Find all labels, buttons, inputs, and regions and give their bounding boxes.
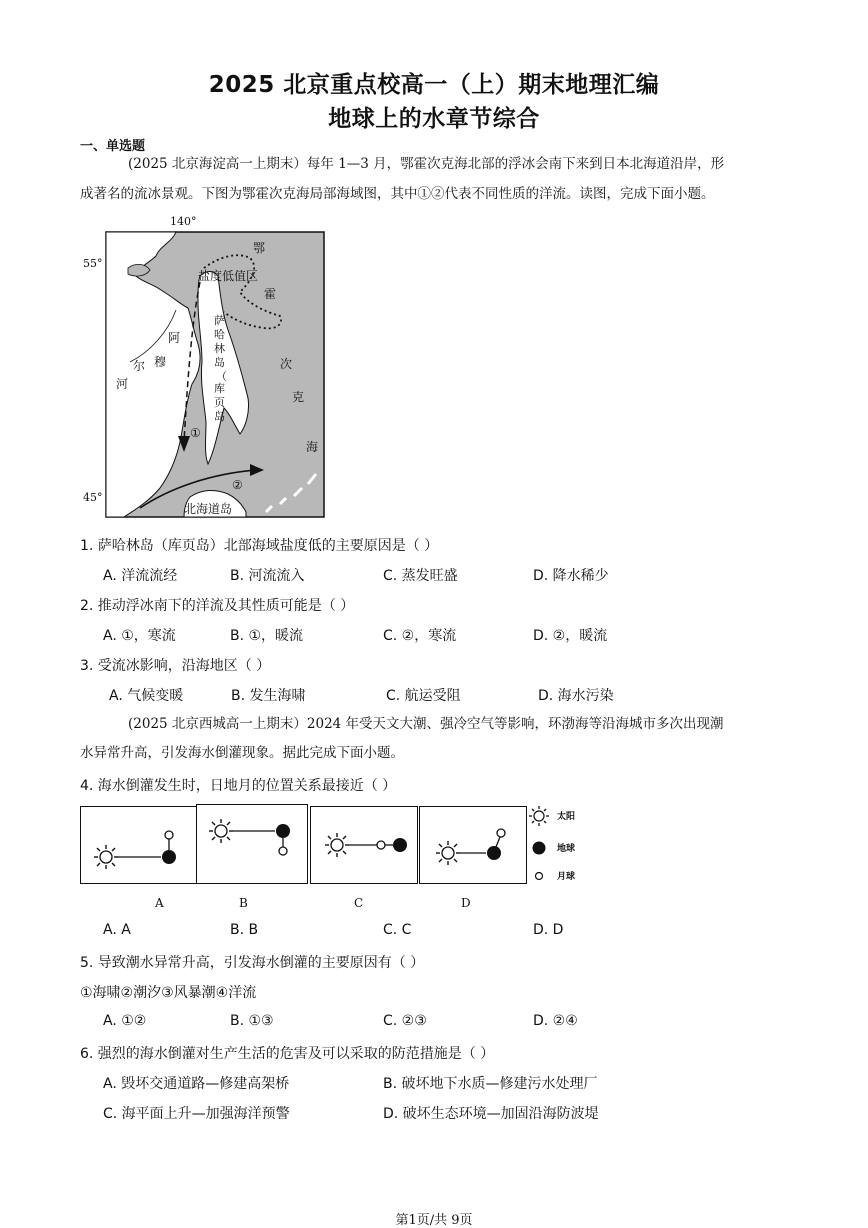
question-6-option-a[interactable]: A. 毁坏交通道路—修建高架桥 [103, 1076, 290, 1092]
legend-earth-label: 地球 [557, 844, 576, 854]
question-6-option-c[interactable]: C. 海平面上升—加强海洋预警 [103, 1106, 290, 1122]
question-3-option-b[interactable]: B. 发生海啸 [231, 688, 306, 704]
legend-moon-icon [536, 873, 543, 880]
earth-icon [487, 846, 501, 860]
diagram-panel-b [196, 804, 308, 884]
map-graphic [80, 212, 340, 520]
sun-icon [436, 841, 460, 865]
question-5-stem: 5. 导致潮水异常升高，引发海水倒灌的主要原因有（ ） [80, 955, 425, 971]
earth-icon [276, 824, 290, 838]
question-2-stem: 2. 推动浮冰南下的洋流及其性质可能是（ ） [80, 598, 355, 614]
moon-icon [377, 841, 385, 849]
island-label-char-1: 萨 [214, 314, 225, 327]
sun-icon [209, 819, 233, 843]
panel-label-c: C [354, 896, 364, 910]
island-label-char-6: 库 [214, 382, 225, 395]
question-5-option-a[interactable]: A. ①② [103, 1013, 147, 1029]
question-2-option-d[interactable]: D. ②，暖流 [533, 628, 608, 644]
moon-icon [165, 831, 173, 839]
low-salinity-label: 盐度低值区 [198, 269, 259, 283]
page-subtitle: 地球上的水章节综合 [328, 106, 540, 132]
question-3-option-c[interactable]: C. 航运受阻 [386, 688, 461, 704]
legend-sun-label: 太阳 [557, 812, 576, 822]
question-1-option-d[interactable]: D. 降水稀少 [533, 568, 609, 584]
latitude-label-bottom: 45° [83, 491, 103, 504]
island-label-char-2: 哈 [214, 328, 225, 341]
intro-paragraph-1-line-2: 成著名的流冰景观。下图为鄂霍次克海局部海域图，其中①②代表不同性质的洋流。读图，完成下面小题。 [80, 186, 715, 202]
question-2-option-c[interactable]: C. ②，寒流 [383, 628, 457, 644]
intro-paragraph-1-line-1: (2025 北京海淀高一上期末）每年 1—3 月，鄂霍次克海北部的浮冰会南下来到日本北海道沿岸，形 [128, 156, 725, 172]
legend-sun-icon [529, 806, 549, 826]
question-5-option-d[interactable]: D. ②④ [533, 1013, 578, 1029]
island-label-char-3: 林 [214, 342, 225, 355]
island-label-char-4: 岛 [214, 356, 225, 369]
sea-label-char-4: 克 [292, 390, 305, 404]
island-label-char-7: 页 [214, 396, 225, 409]
section-heading: 一、单选题 [80, 139, 146, 154]
question-5-subitems: ①海啸②潮汐③风暴潮④洋流 [80, 985, 257, 1001]
question-5-option-b[interactable]: B. ①③ [230, 1013, 274, 1029]
latitude-label-top: 55° [83, 257, 103, 270]
island-label-char-5: （ [216, 370, 227, 383]
river-label-char-4: 河 [116, 377, 129, 391]
question-1-option-b[interactable]: B. 河流流入 [230, 568, 305, 584]
question-6-stem: 6. 强烈的海水倒灌对生产生活的危害及可以采取的防范措施是（ ） [80, 1046, 495, 1062]
earth-icon [393, 838, 407, 852]
sea-label-char-5: 海 [306, 440, 319, 454]
question-2-option-b[interactable]: B. ①，暖流 [230, 628, 304, 644]
page-number: 第1页/共 9页 [395, 1213, 473, 1228]
question-4-option-c[interactable]: C. C [383, 922, 412, 938]
sea-label-char-3: 次 [280, 357, 293, 371]
panel-label-a: A [155, 896, 164, 910]
sea-label-char-1: 鄂 [253, 241, 266, 255]
question-4-option-d[interactable]: D. D [533, 922, 564, 938]
longitude-label: 140° [170, 215, 197, 228]
river-label-char-2: 穆 [154, 355, 167, 369]
question-3-option-d[interactable]: D. 海水污染 [538, 688, 614, 704]
legend-moon-label: 月球 [557, 872, 576, 882]
sun-icon [325, 833, 349, 857]
question-4-option-b[interactable]: B. B [230, 922, 259, 938]
diagram-legend [527, 804, 587, 886]
hokkaido-label: 北海道岛 [184, 502, 233, 516]
diagram-panel-c [310, 806, 418, 884]
river-label-char-3: 尔 [133, 359, 146, 373]
question-5-option-c[interactable]: C. ②③ [383, 1013, 427, 1029]
question-3-option-a[interactable]: A. 气候变暖 [109, 688, 184, 704]
earth-icon [162, 850, 176, 864]
moon-icon [497, 829, 505, 837]
panel-label-b: B [239, 896, 248, 910]
current-1-label: ① [190, 426, 201, 440]
question-4-option-a[interactable]: A. A [103, 922, 131, 938]
question-6-option-b[interactable]: B. 破坏地下水质—修建污水处理厂 [383, 1076, 598, 1092]
question-1-stem: 1. 萨哈林岛（库页岛）北部海域盐度低的主要原因是（ ） [80, 538, 439, 554]
river-label-char-1: 阿 [168, 331, 181, 345]
sea-label-char-2: 霍 [264, 287, 277, 301]
page-title: 2025 北京重点校高一（上）期末地理汇编 [208, 72, 660, 98]
question-6-option-d[interactable]: D. 破坏生态环境—加固沿海防波堤 [383, 1106, 599, 1122]
current-2-label: ② [232, 478, 243, 492]
question-2-option-a[interactable]: A. ①，寒流 [103, 628, 176, 644]
question-1-option-a[interactable]: A. 洋流流经 [103, 568, 178, 584]
question-3-stem: 3. 受流冰影响，沿海地区（ ） [80, 658, 271, 674]
sun-icon [94, 845, 118, 869]
panel-label-d: D [461, 896, 471, 910]
intro-paragraph-2-line-1: (2025 北京西城高一上期末）2024 年受天文大潮、强冷空气等影响，环渤海等沿海城市多次出现潮 [128, 716, 724, 732]
island-label-char-8: 岛 [214, 410, 225, 423]
question-1-option-c[interactable]: C. 蒸发旺盛 [383, 568, 458, 584]
diagram-panel-d [419, 806, 527, 884]
question-4-stem: 4. 海水倒灌发生时，日地月的位置关系最接近（ ） [80, 778, 397, 794]
moon-icon [279, 847, 287, 855]
okhotsk-map [80, 212, 340, 520]
intro-paragraph-2-line-2: 水异常升高，引发海水倒灌现象。据此完成下面小题。 [80, 745, 404, 761]
legend-earth-icon [533, 842, 546, 855]
